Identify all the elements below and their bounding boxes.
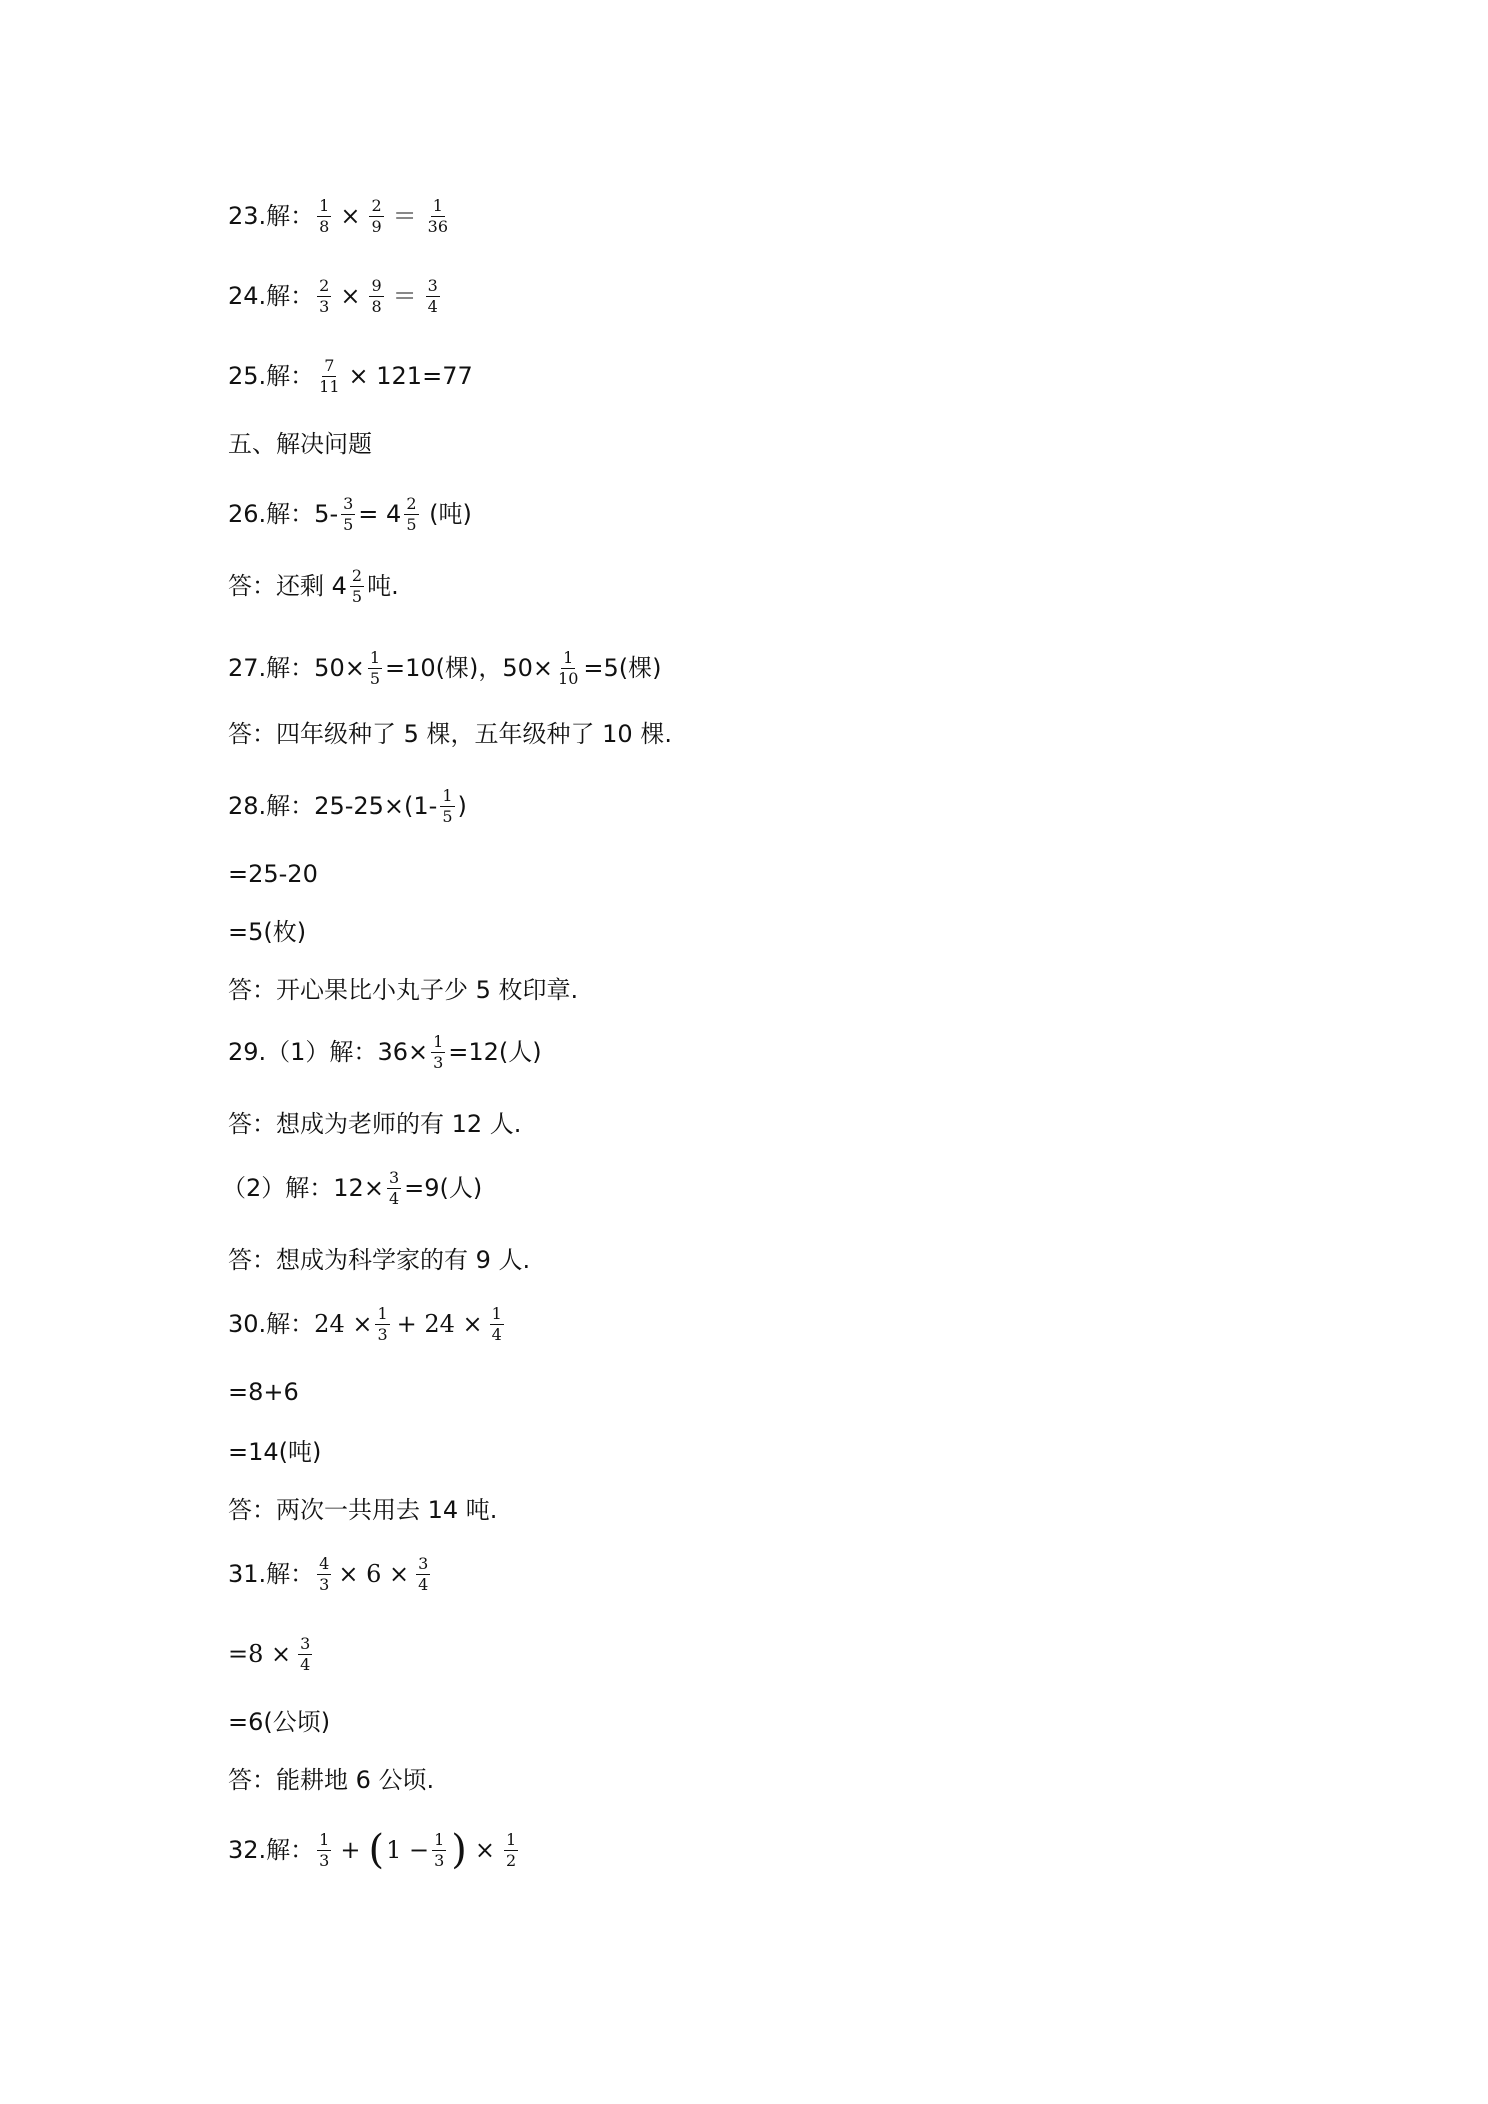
label: 26.解： — [228, 500, 315, 528]
fraction: $\frac{3}{4}$ — [388, 1167, 400, 1208]
solution-25: 25.解： $\frac{7}{11}$ × 121=77 — [228, 355, 473, 396]
answer-30: 答：两次一共用去 14 吨. — [228, 1496, 498, 1524]
label: 32.解： — [228, 1836, 315, 1864]
fraction: $\frac{9}{8}$ — [371, 275, 382, 316]
step-line: =25-20 — [228, 860, 318, 888]
fraction: $\frac{1}{5}$ — [369, 647, 381, 688]
label: （2）解： — [222, 1174, 334, 1202]
fraction: $\frac{1}{8}$ — [319, 195, 330, 236]
fraction: $\frac{1}{3}$ — [319, 1829, 330, 1870]
section-heading: 五、解决问题 — [228, 430, 372, 458]
fraction: $\frac{2}{3}$ — [319, 275, 330, 316]
fraction: $\frac{2}{5}$ — [351, 565, 363, 606]
answer-27: 答：四年级种了 5 棵，五年级种了 10 棵. — [228, 720, 672, 748]
fraction: $\frac{1}{3}$ — [433, 1031, 444, 1072]
fraction: $\frac{1}{10}$ — [558, 647, 579, 688]
step-line: =14(吨) — [228, 1438, 322, 1466]
label: 29.（1）解： — [228, 1038, 378, 1066]
solution-30: 30.解： 24 × $\frac{1}{3}$ + 24 × $\frac{1}{4}$ — [228, 1303, 502, 1344]
answer-29-2: 答：想成为科学家的有 9 人. — [228, 1246, 531, 1274]
fraction: $\frac{3}{4}$ — [427, 275, 438, 316]
solution-32: 32.解： $\frac{1}{3}$ + ( 1 − $\frac{1}{3}$ ) × $\frac{1}{2}$ — [228, 1827, 517, 1873]
answer-28: 答：开心果比小丸子少 5 枚印章. — [228, 976, 579, 1004]
fraction: $\frac{7}{11}$ — [319, 355, 340, 396]
solution-26: 26.解： 5- $\frac{3}{5}$ = 4 $\frac{2}{5}$ (吨) — [228, 493, 472, 534]
fraction: $\frac{3}{5}$ — [343, 493, 354, 534]
fraction: $\frac{4}{3}$ — [319, 1553, 330, 1594]
step-line: =8+6 — [228, 1378, 299, 1406]
step-line: =8 × $\frac{3}{4}$ — [228, 1633, 311, 1674]
fraction: $\frac{2}{5}$ — [406, 493, 417, 534]
answer-26: 答：还剩 4 $\frac{2}{5}$ 吨. — [228, 565, 399, 606]
solution-27: 27.解： 50× $\frac{1}{5}$ =10(棵)，50× $\frac{1}{10}$ =5(棵) — [228, 647, 662, 688]
fraction: $\frac{3}{4}$ — [418, 1553, 429, 1594]
solution-29-2: （2）解： 12× $\frac{3}{4}$ =9(人) — [222, 1167, 483, 1208]
label: 28.解： — [228, 792, 315, 820]
solution-23: 23.解： $\frac{1}{8}$ × $\frac{2}{9}$ ＝ $\frac{1}{36}$ — [228, 195, 449, 236]
solution-29-1: 29.（1）解： 36× $\frac{1}{3}$ =12(人) — [228, 1031, 542, 1072]
answer-31: 答：能耕地 6 公顷. — [228, 1766, 435, 1794]
label: 24.解： — [228, 282, 315, 310]
fraction: $\frac{2}{9}$ — [371, 195, 382, 236]
fraction: $\frac{1}{5}$ — [442, 785, 453, 826]
solution-24: 24.解： $\frac{2}{3}$ × $\frac{9}{8}$ ＝ $\frac{3}{4}$ — [228, 275, 438, 316]
answer-29-1: 答：想成为老师的有 12 人. — [228, 1110, 522, 1138]
label: 23.解： — [228, 202, 315, 230]
step-line: =6(公顷) — [228, 1708, 331, 1736]
fraction: $\frac{3}{4}$ — [300, 1633, 311, 1674]
label: 25.解： — [228, 362, 315, 390]
label: 30.解： — [228, 1310, 315, 1338]
fraction: $\frac{1}{2}$ — [506, 1829, 517, 1870]
step-line: =5(枚) — [228, 918, 307, 946]
fraction: $\frac{1}{4}$ — [491, 1303, 502, 1344]
solution-28: 28.解： 25-25×(1- $\frac{1}{5}$ ) — [228, 785, 467, 826]
label: 27.解： — [228, 654, 315, 682]
solution-31: 31.解： $\frac{4}{3}$ × 6 × $\frac{3}{4}$ — [228, 1553, 429, 1594]
fraction: $\frac{1}{3}$ — [377, 1303, 388, 1344]
fraction: $\frac{1}{36}$ — [427, 195, 449, 236]
fraction: $\frac{1}{3}$ — [434, 1829, 445, 1870]
label: 31.解： — [228, 1560, 315, 1588]
